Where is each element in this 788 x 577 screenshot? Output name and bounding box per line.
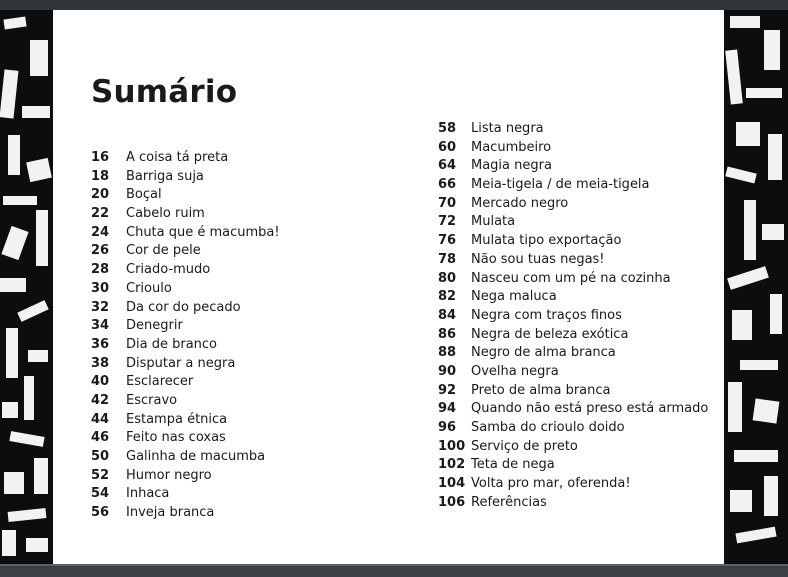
toc-entry-title: Ovelha negra: [471, 363, 559, 379]
toc-entry[interactable]: [91, 504, 280, 523]
toc-page-number: 22: [91, 206, 110, 222]
toc-entry-title: Volta pro mar, oferenda!: [471, 476, 631, 492]
toc-entry-title: Nega maluca: [471, 289, 557, 305]
toc-page-number: 88: [438, 345, 457, 361]
toc-page-number: 70: [438, 195, 457, 211]
toc-entry-title: Estampa étnica: [126, 411, 228, 427]
toc-page-number: 72: [438, 214, 457, 230]
toc-entry[interactable]: [91, 242, 280, 261]
toc-entry[interactable]: [438, 382, 708, 401]
toc-entry[interactable]: [91, 336, 280, 355]
toc-entry[interactable]: [438, 400, 708, 419]
toc-entry-title: Samba do crioulo doido: [471, 420, 625, 435]
toc-page-number: 90: [438, 363, 457, 379]
toc-entry-title: Dia de branco: [126, 336, 218, 352]
toc-entry[interactable]: [438, 363, 708, 382]
toc-entry-title: Crioulo: [126, 280, 172, 296]
toc-entry-title: Preto de alma branca: [471, 382, 611, 398]
toc-page-number: 94: [438, 401, 457, 417]
toc-page-number: 50: [91, 449, 110, 464]
viewer-bottom-edge: [0, 564, 788, 566]
toc-page-number: 76: [438, 233, 457, 249]
brush-strokes-left: [0, 10, 53, 564]
toc-page-number: 92: [438, 382, 457, 398]
toc-entry-title: Negra de beleza exótica: [471, 326, 629, 342]
toc-entry-title: Mercado negro: [471, 195, 569, 211]
toc-page-number: 34: [91, 318, 110, 334]
toc-page-number: 30: [91, 280, 110, 296]
viewer-bottom-bar: [0, 564, 788, 577]
brush-strokes-right: [724, 10, 788, 564]
toc-entry-title: Não sou tuas negas!: [471, 251, 605, 267]
toc-entry-title: Mulata: [471, 214, 516, 230]
toc-entry[interactable]: [438, 176, 708, 195]
toc-entry-title: Teta de nega: [471, 457, 555, 473]
toc-entry-title: Macumbeiro: [471, 139, 552, 155]
toc-entry-title: Feito nas coxas: [126, 430, 226, 446]
toc-page-number: 64: [438, 158, 457, 174]
toc-entry[interactable]: [91, 299, 280, 318]
toc-page-number: 44: [91, 411, 110, 427]
toc-page-number: 86: [438, 326, 457, 342]
toc-column-left: [91, 149, 280, 523]
toc-entry-title: Barriga suja: [126, 168, 204, 184]
toc-entry[interactable]: [91, 317, 280, 336]
toc-entry[interactable]: [91, 411, 280, 430]
toc-entry[interactable]: [438, 120, 708, 139]
toc-entry[interactable]: [438, 195, 708, 214]
toc-column-right: [438, 120, 708, 512]
toc-page-number: 16: [91, 150, 110, 165]
toc-entry-title: Referências: [471, 494, 547, 510]
toc-entry[interactable]: [438, 438, 708, 457]
toc-page-number: 46: [91, 430, 110, 446]
toc-entry[interactable]: [91, 261, 280, 280]
toc-page-number: 38: [91, 355, 110, 371]
toc-page-number: 80: [438, 270, 457, 286]
toc-entry[interactable]: [91, 392, 280, 411]
toc-page-number: 54: [91, 486, 110, 502]
toc-entry[interactable]: [91, 467, 280, 486]
toc-entry-title: Denegrir: [126, 318, 183, 334]
toc-page-number: 32: [91, 299, 110, 315]
toc-entry[interactable]: [438, 232, 708, 251]
toc-entry-title: Chuta que é macumba!: [126, 224, 280, 240]
toc-page-number: 40: [91, 374, 110, 390]
toc-entry[interactable]: [91, 149, 280, 168]
toc-entry[interactable]: [438, 213, 708, 232]
toc-entry[interactable]: [91, 355, 280, 374]
toc-page-number: 20: [91, 187, 110, 203]
toc-entry-title: Inveja branca: [126, 505, 215, 521]
toc-entry-title: Humor negro: [126, 467, 212, 483]
toc-entry[interactable]: [438, 270, 708, 289]
toc-page-number: 106: [438, 494, 466, 510]
toc-entry-title: Criado-mudo: [126, 262, 211, 278]
toc-entry[interactable]: [91, 205, 280, 224]
toc-entry[interactable]: [91, 448, 280, 467]
left-brush-artwork: [0, 10, 53, 564]
toc-entry-title: Quando não está preso está armado: [471, 401, 709, 417]
toc-entry[interactable]: [91, 186, 280, 205]
toc-entry[interactable]: [91, 280, 280, 299]
toc-page-number: 82: [438, 289, 457, 305]
toc-entry-title: Esclarecer: [126, 374, 194, 390]
toc-page-number: 66: [438, 177, 457, 193]
toc-entry-title: Lista negra: [471, 121, 544, 136]
toc-entry[interactable]: [438, 307, 708, 326]
toc-page-number: 102: [438, 457, 466, 473]
toc-entry-title: Da cor do pecado: [126, 299, 241, 315]
toc-page-number: 26: [91, 243, 110, 259]
toc-entry[interactable]: [438, 251, 708, 270]
toc-page-number: 100: [438, 438, 466, 454]
toc-entry-title: Negro de alma branca: [471, 345, 616, 361]
toc-entry[interactable]: [438, 494, 708, 513]
toc-entry[interactable]: [91, 373, 280, 392]
toc-entry-title: Cor de pele: [126, 243, 201, 259]
toc-entry-title: Negra com traços finos: [471, 307, 622, 323]
toc-entry[interactable]: [438, 139, 708, 158]
toc-entry-title: Nasceu com um pé na cozinha: [471, 270, 671, 286]
toc-entry-title: Boçal: [126, 187, 162, 203]
toc-entry-title: Meia-tigela / de meia-tigela: [471, 177, 650, 193]
toc-page-number: 24: [91, 224, 110, 240]
toc-entry[interactable]: [438, 157, 708, 176]
toc-page-number: 42: [91, 392, 110, 408]
right-brush-artwork: [724, 10, 788, 564]
toc-entry[interactable]: [91, 485, 280, 504]
table-of-contents-page: [53, 10, 724, 564]
toc-entry[interactable]: [438, 475, 708, 494]
toc-page-number: 36: [91, 336, 110, 352]
toc-entry-title: Escravo: [126, 392, 178, 408]
toc-page-number: 104: [438, 476, 466, 492]
toc-entry[interactable]: [438, 344, 708, 363]
toc-page-number: 78: [438, 251, 457, 267]
toc-entry[interactable]: [438, 419, 708, 438]
toc-page-number: 84: [438, 307, 457, 323]
toc-page-number: 96: [438, 420, 457, 435]
toc-page-number: 18: [91, 168, 110, 184]
toc-page-number: 52: [91, 467, 110, 483]
toc-entry-title: Mulata tipo exportação: [471, 233, 622, 249]
toc-entry[interactable]: [91, 168, 280, 187]
toc-entry-title: A coisa tá preta: [126, 150, 229, 165]
toc-entry[interactable]: [438, 456, 708, 475]
toc-entry[interactable]: [438, 326, 708, 345]
toc-entry-title: Galinha de macumba: [126, 449, 266, 464]
toc-entry-title: Cabelo ruim: [126, 206, 205, 222]
toc-entry-title: Magia negra: [471, 158, 552, 174]
toc-page-number: 60: [438, 139, 457, 155]
page-title: Sumário: [91, 74, 238, 110]
toc-page-number: 58: [438, 121, 457, 136]
toc-entry-title: Disputar a negra: [126, 355, 236, 371]
toc-entry[interactable]: [91, 224, 280, 243]
toc-entry[interactable]: [91, 429, 280, 448]
toc-entry-title: Serviço de preto: [471, 438, 578, 454]
toc-entry[interactable]: [438, 288, 708, 307]
toc-page-number: 28: [91, 262, 110, 278]
toc-page-number: 56: [91, 505, 110, 521]
toc-entry-title: Inhaca: [126, 486, 170, 502]
